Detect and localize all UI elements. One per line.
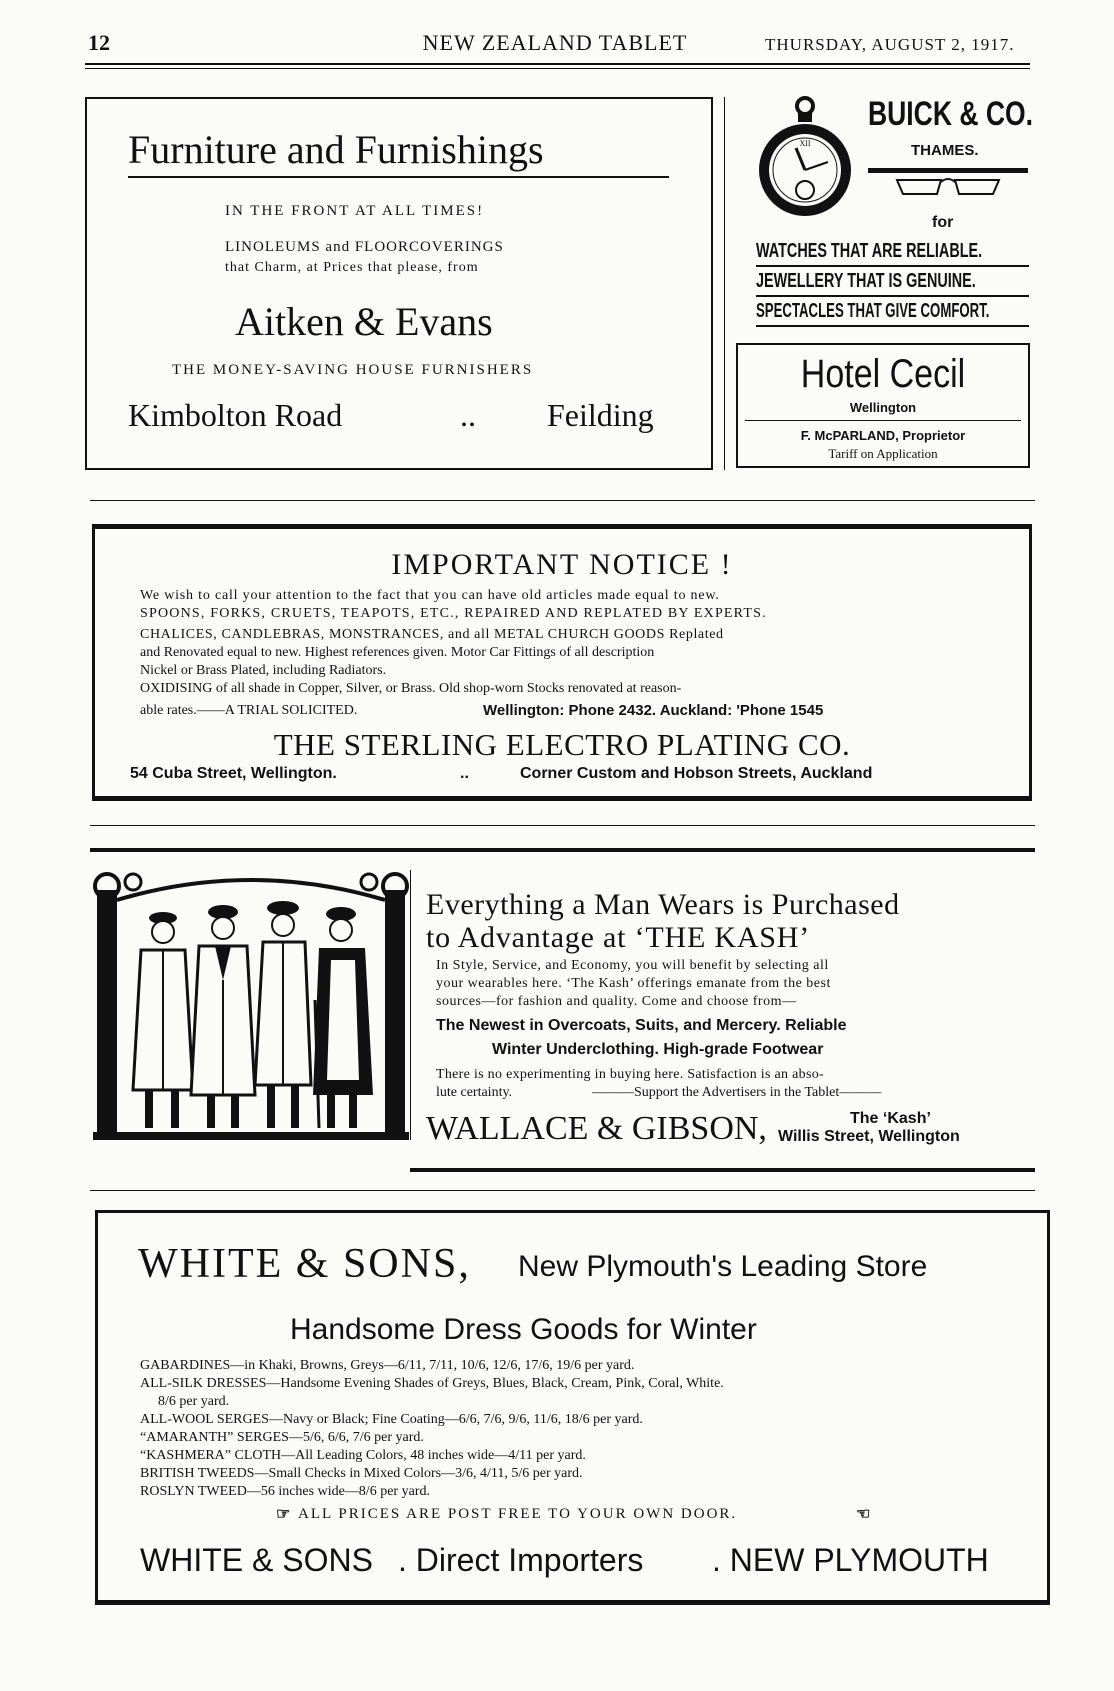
header-rule (85, 63, 1030, 65)
svg-text:XII: XII (799, 139, 811, 148)
white-item: GABARDINES—in Khaki, Browns, Greys—6/11, 7/11, 10/6, 12/6, 17/6, 19/6 per yard. (140, 1358, 635, 1373)
white-footer-firm: WHITE & SONS (140, 1542, 373, 1578)
buick-bar (868, 168, 1028, 173)
kash-headline-2: to Advantage at ‘THE KASH’ (426, 921, 811, 954)
white-item: “KASHMERA” CLOTH—All Leading Colors, 48 inches wide—4/11 per yard. (140, 1448, 586, 1463)
notice-firm: THE STERLING ELECTRO PLATING CO. (273, 727, 851, 762)
buick-line-3: SPECTACLES THAT GIVE COMFORT. (756, 300, 990, 322)
white-footer-town: . NEW PLYMOUTH (712, 1542, 989, 1578)
buick-rule-1 (756, 265, 1029, 267)
hotel-rule (745, 420, 1021, 421)
notice-line-5: Nickel or Brass Plated, including Radiators. (140, 663, 387, 678)
hotel-city: Wellington (849, 400, 917, 415)
kash-bold-2: Winter Underclothing. High-grade Footwear (492, 1041, 824, 1058)
kash-firm: WALLACE & GIBSON, (426, 1110, 767, 1147)
furniture-firm: Aitken & Evans (235, 299, 493, 344)
buick-line-2: JEWELLERY THAT IS GENUINE. (756, 270, 976, 292)
white-left-rule (95, 1210, 98, 1605)
white-item: ALL-WOOL SERGES—Navy or Black; Fine Coating—6/6, 7/6, 9/6, 11/6, 18/6 per yard. (140, 1412, 643, 1427)
notice-bottom-rule (92, 796, 1032, 801)
furniture-dots: .. (460, 397, 476, 433)
notice-line-2: SPOONS, FORKS, CRUETS, TEAPOTS, ETC., REPAIRED AND REPLATED BY EXPERTS. (140, 606, 767, 621)
buick-firm: BUICK & CO. (868, 95, 1034, 133)
furniture-title-rule (128, 176, 669, 178)
white-firm: WHITE & SONS, (138, 1241, 471, 1287)
kash-para-2: your wearables here. ‘The Kash’ offerings emanate from the best (436, 976, 831, 991)
white-item: ROSLYN TWEED—56 inches wide—8/6 per yard. (140, 1484, 430, 1499)
hotel-proprietor: F. McPARLAND, Proprietor (800, 428, 966, 443)
furniture-line-1: IN THE FRONT AT ALL TIMES! (225, 203, 485, 219)
buick-rule-3 (756, 325, 1029, 327)
notice-line-3: CHALICES, CANDLEBRAS, MONSTRANCES, and all METAL CHURCH GOODS Replated (140, 627, 724, 642)
furniture-title: Furniture and Furnishings (128, 127, 544, 172)
section-rule-1 (90, 500, 1035, 501)
buick-rule-2 (756, 295, 1029, 297)
hotel-tariff: Tariff on Application (828, 446, 938, 461)
column-divider (724, 97, 725, 470)
notice-line-4: and Renovated equal to new. Highest references given. Motor Car Fittings of all description (140, 645, 655, 660)
issue-date: THURSDAY, AUGUST 2, 1917. (765, 35, 1015, 54)
pocket-watch-icon (756, 92, 854, 222)
kash-bold-1: The Newest in Overcoats, Suits, and Mercery. Reliable (436, 1017, 847, 1034)
pointing-hand-icon: ☞ (276, 1506, 291, 1523)
white-item: “AMARANTH” SERGES—5/6, 6/6, 7/6 per yard. (140, 1430, 424, 1445)
white-postfree: ALL PRICES ARE POST FREE TO YOUR OWN DOOR. (298, 1506, 738, 1522)
notice-right-rule (1029, 524, 1032, 801)
notice-line-1: We wish to call your attention to the fact that you can have old articles made equal to new. (140, 588, 720, 603)
notice-phones: Wellington: Phone 2432. Auckland: 'Phone 1545 (483, 702, 824, 719)
white-footer-importers: . Direct Importers (398, 1542, 644, 1578)
notice-line-6: OXIDISING of all shade in Copper, Silver, or Brass. Old shop-worn Stocks renovated at reason- (140, 681, 682, 696)
notice-address-2: Corner Custom and Hobson Streets, Auckland (520, 765, 873, 782)
notice-address-1: 54 Cuba Street, Wellington. (130, 765, 337, 782)
kash-address-1: The ‘Kash’ (850, 1110, 931, 1127)
furniture-line-2: LINOLEUMS and FLOORCOVERINGS (225, 239, 504, 255)
men-in-overcoats-illustration (93, 870, 409, 1145)
white-item: BRITISH TWEEDS—Small Checks in Mixed Colors—3/6, 4/11, 5/6 per yard. (140, 1466, 583, 1481)
kash-address-2: Willis Street, Wellington (778, 1128, 960, 1145)
notice-dots: .. (460, 765, 469, 782)
kash-para-4: There is no experimenting in buying here. Satisfaction is an abso- (436, 1067, 824, 1082)
buick-town: THAMES. (911, 142, 979, 159)
kash-para-3: sources—for fashion and quality. Come and choose from— (436, 994, 797, 1009)
page-number: 12 (88, 30, 110, 55)
kash-para-5: lute certainty. (436, 1085, 513, 1100)
furniture-line-3: that Charm, at Prices that please, from (225, 260, 479, 275)
furniture-street: Kimbolton Road (128, 397, 343, 433)
white-top-rule (95, 1210, 1050, 1213)
white-tagline: New Plymouth's Leading Store (518, 1250, 928, 1283)
header-rule-thin (85, 68, 1030, 69)
buick-for: for (932, 214, 954, 231)
section-rule-3 (90, 1190, 1035, 1191)
furniture-town: Feilding (547, 397, 654, 433)
kash-top-rule (90, 848, 1035, 852)
white-item: 8/6 per yard. (158, 1394, 230, 1409)
white-right-rule (1047, 1210, 1050, 1605)
white-item: ALL-SILK DRESSES—Handsome Evening Shades of Greys, Blues, Black, Cream, Pink, Coral, White. (140, 1376, 724, 1391)
notice-line-7: able rates.——A TRIAL SOLICITED. (140, 703, 358, 718)
white-subhead: Handsome Dress Goods for Winter (290, 1313, 757, 1346)
pointing-hand-left-icon: ☜ (856, 1506, 871, 1523)
buick-line-1: WATCHES THAT ARE RELIABLE. (756, 240, 983, 262)
kash-para-1: In Style, Service, and Economy, you will benefit by selecting all (436, 958, 829, 973)
notice-top-rule (92, 524, 1032, 529)
masthead: NEW ZEALAND TABLET (422, 30, 688, 55)
kash-bottom-rule (410, 1168, 1035, 1172)
kash-support-line: ———Support the Advertisers in the Tablet——— (592, 1085, 882, 1100)
hotel-name: Hotel Cecil (800, 352, 966, 396)
white-bottom-rule (95, 1600, 1050, 1605)
notice-title: IMPORTANT NOTICE ! (391, 548, 733, 581)
spectacles-icon (893, 176, 1003, 198)
section-rule-2 (90, 825, 1035, 826)
kash-headline-1: Everything a Man Wears is Purchased (426, 888, 900, 921)
furniture-tagline: THE MONEY-SAVING HOUSE FURNISHERS (172, 362, 534, 378)
kash-divider (410, 870, 411, 1140)
